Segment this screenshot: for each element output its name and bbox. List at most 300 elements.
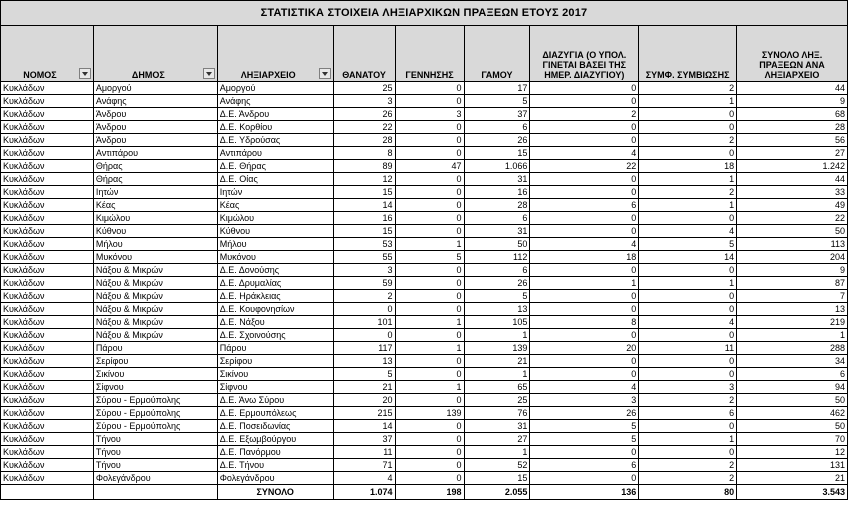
- cell-lixiarxeio[interactable]: Δ.Ε. Σχοινούσης: [217, 329, 333, 342]
- cell-lixiarxeio[interactable]: Δ.Ε. Κουφονησίων: [217, 303, 333, 316]
- filter-dropdown-dimos[interactable]: [203, 68, 215, 79]
- cell-synolo[interactable]: 21: [737, 472, 848, 485]
- cell-dimos[interactable]: Πάρου: [93, 342, 217, 355]
- cell-gennisis[interactable]: 0: [395, 303, 464, 316]
- cell-nomos[interactable]: Κυκλάδων: [1, 186, 94, 199]
- cell-symfono[interactable]: 0: [639, 121, 737, 134]
- table-row: [1, 316, 848, 329]
- cell-dimos[interactable]: Κέας: [93, 199, 217, 212]
- cell-lixiarxeio[interactable]: Δ.Ε. Εξωμβούργου: [217, 433, 333, 446]
- cell-gamou[interactable]: 26: [464, 277, 530, 290]
- cell-synolo[interactable]: 70: [737, 433, 848, 446]
- table-row: [1, 381, 848, 394]
- cell-lixiarxeio[interactable]: Δ.Ε. Πανόρμου: [217, 446, 333, 459]
- cell-symfono[interactable]: 11: [639, 342, 737, 355]
- cell-thanatou[interactable]: 2: [333, 290, 395, 303]
- cell-dimos[interactable]: Άνδρου: [93, 108, 217, 121]
- cell-gamou[interactable]: 65: [464, 381, 530, 394]
- cell-gamou[interactable]: 76: [464, 407, 530, 420]
- cell-gamou[interactable]: 5: [464, 290, 530, 303]
- cell-symfono[interactable]: 0: [639, 355, 737, 368]
- total-gamou[interactable]: 2.055: [464, 485, 530, 500]
- cell-gamou[interactable]: 17: [464, 82, 530, 95]
- cell-symfono[interactable]: 0: [639, 212, 737, 225]
- cell-thanatou[interactable]: 3: [333, 264, 395, 277]
- cell-gamou[interactable]: 1.066: [464, 160, 530, 173]
- header-lixiarxeio: [217, 26, 333, 82]
- cell-dimos[interactable]: Μυκόνου: [93, 251, 217, 264]
- cell-lixiarxeio[interactable]: Δ.Ε. Υδρούσας: [217, 134, 333, 147]
- cell-gamou[interactable]: 105: [464, 316, 530, 329]
- cell-dimos[interactable]: Κιμώλου: [93, 212, 217, 225]
- cell-gennisis[interactable]: 0: [395, 394, 464, 407]
- cell-lixiarxeio[interactable]: Αμοργού: [217, 82, 333, 95]
- cell-symfono[interactable]: 2: [639, 394, 737, 407]
- cell-symfono[interactable]: 1: [639, 277, 737, 290]
- cell-dimos[interactable]: Σίφνου: [93, 381, 217, 394]
- cell-gamou[interactable]: 16: [464, 186, 530, 199]
- header-label: ΔΗΜΟΣ: [131, 70, 165, 80]
- cell-thanatou[interactable]: 71: [333, 459, 395, 472]
- cell-lixiarxeio[interactable]: Σερίφου: [217, 355, 333, 368]
- cell-dimos[interactable]: Νάξου & Μικρών: [93, 329, 217, 342]
- cell-diazygia[interactable]: 0: [530, 82, 639, 95]
- total-synolo[interactable]: 3.543: [737, 485, 848, 500]
- cell-nomos[interactable]: Κυκλάδων: [1, 368, 94, 381]
- cell-nomos[interactable]: Κυκλάδων: [1, 108, 94, 121]
- cell-gamou[interactable]: 139: [464, 342, 530, 355]
- cell-nomos[interactable]: Κυκλάδων: [1, 212, 94, 225]
- cell-dimos[interactable]: Αντιπάρου: [93, 147, 217, 160]
- cell-nomos[interactable]: Κυκλάδων: [1, 277, 94, 290]
- cell-gennisis[interactable]: 0: [395, 134, 464, 147]
- cell-thanatou[interactable]: 28: [333, 134, 395, 147]
- cell-lixiarxeio[interactable]: Δ.Ε. Άνδρου: [217, 108, 333, 121]
- cell-synolo[interactable]: 68: [737, 108, 848, 121]
- header-symfono: ΣΥΜΦ. ΣΥΜΒΙΩΣΗΣ: [639, 26, 737, 82]
- cell-diazygia[interactable]: 0: [530, 134, 639, 147]
- cell-diazygia[interactable]: 26: [530, 407, 639, 420]
- cell-gennisis[interactable]: 1: [395, 238, 464, 251]
- cell-symfono[interactable]: 0: [639, 329, 737, 342]
- total-diazygia[interactable]: 136: [530, 485, 639, 500]
- cell-gamou[interactable]: 1: [464, 446, 530, 459]
- cell-dimos[interactable]: Τήνου: [93, 433, 217, 446]
- cell-symfono[interactable]: 6: [639, 407, 737, 420]
- cell-dimos[interactable]: Σύρου - Ερμούπολης: [93, 420, 217, 433]
- cell-symfono[interactable]: 5: [639, 238, 737, 251]
- cell-thanatou[interactable]: 5: [333, 368, 395, 381]
- cell-symfono[interactable]: 1: [639, 199, 737, 212]
- table-row: [1, 407, 848, 420]
- cell-diazygia[interactable]: 0: [530, 472, 639, 485]
- cell-lixiarxeio[interactable]: Σίφνου: [217, 381, 333, 394]
- cell-thanatou[interactable]: 12: [333, 173, 395, 186]
- cell-diazygia[interactable]: 0: [530, 186, 639, 199]
- cell-thanatou[interactable]: 22: [333, 121, 395, 134]
- cell-gamou[interactable]: 112: [464, 251, 530, 264]
- cell-symfono[interactable]: 0: [639, 368, 737, 381]
- cell-synolo[interactable]: 1: [737, 329, 848, 342]
- cell-gennisis[interactable]: 0: [395, 173, 464, 186]
- cell-dimos[interactable]: Θήρας: [93, 160, 217, 173]
- cell-synolo[interactable]: 49: [737, 199, 848, 212]
- cell-lixiarxeio[interactable]: Δ.Ε. Δονούσης: [217, 264, 333, 277]
- cell-gamou[interactable]: 1: [464, 329, 530, 342]
- cell-synolo[interactable]: 56: [737, 134, 848, 147]
- cell-nomos[interactable]: Κυκλάδων: [1, 290, 94, 303]
- cell-thanatou[interactable]: 25: [333, 82, 395, 95]
- cell-synolo[interactable]: 34: [737, 355, 848, 368]
- cell-dimos[interactable]: Μήλου: [93, 238, 217, 251]
- cell-symfono[interactable]: 0: [639, 108, 737, 121]
- cell-thanatou[interactable]: 101: [333, 316, 395, 329]
- cell-gennisis[interactable]: 0: [395, 212, 464, 225]
- cell-diazygia[interactable]: 6: [530, 459, 639, 472]
- cell-synolo[interactable]: 94: [737, 381, 848, 394]
- cell-nomos[interactable]: Κυκλάδων: [1, 173, 94, 186]
- total-empty-cell[interactable]: [93, 485, 217, 500]
- cell-diazygia[interactable]: 4: [530, 381, 639, 394]
- cell-synolo[interactable]: 9: [737, 95, 848, 108]
- cell-thanatou[interactable]: 89: [333, 160, 395, 173]
- cell-lixiarxeio[interactable]: Μυκόνου: [217, 251, 333, 264]
- cell-symfono[interactable]: 2: [639, 82, 737, 95]
- cell-diazygia[interactable]: 6: [530, 199, 639, 212]
- cell-lixiarxeio[interactable]: Δ.Ε. Ερμουπόλεως: [217, 407, 333, 420]
- cell-gennisis[interactable]: 0: [395, 147, 464, 160]
- cell-symfono[interactable]: 0: [639, 290, 737, 303]
- cell-dimos[interactable]: Φολεγάνδρου: [93, 472, 217, 485]
- cell-diazygia[interactable]: 4: [530, 238, 639, 251]
- cell-dimos[interactable]: Τήνου: [93, 459, 217, 472]
- cell-dimos[interactable]: Νάξου & Μικρών: [93, 264, 217, 277]
- cell-diazygia[interactable]: 0: [530, 225, 639, 238]
- cell-lixiarxeio[interactable]: Ιητών: [217, 186, 333, 199]
- filter-dropdown-lixiarxeio[interactable]: [319, 68, 331, 79]
- table-row: [1, 329, 848, 342]
- cell-nomos[interactable]: Κυκλάδων: [1, 420, 94, 433]
- cell-synolo[interactable]: 462: [737, 407, 848, 420]
- cell-gamou[interactable]: 5: [464, 95, 530, 108]
- cell-thanatou[interactable]: 4: [333, 472, 395, 485]
- cell-synolo[interactable]: 204: [737, 251, 848, 264]
- cell-lixiarxeio[interactable]: Ανάφης: [217, 95, 333, 108]
- cell-symfono[interactable]: 2: [639, 472, 737, 485]
- cell-thanatou[interactable]: 117: [333, 342, 395, 355]
- cell-nomos[interactable]: Κυκλάδων: [1, 303, 94, 316]
- cell-dimos[interactable]: Κύθνου: [93, 225, 217, 238]
- cell-synolo[interactable]: 7: [737, 290, 848, 303]
- cell-dimos[interactable]: Σύρου - Ερμούπολης: [93, 394, 217, 407]
- cell-dimos[interactable]: Σύρου - Ερμούπολης: [93, 407, 217, 420]
- table-row: [1, 394, 848, 407]
- cell-gennisis[interactable]: 0: [395, 121, 464, 134]
- cell-gamou[interactable]: 6: [464, 121, 530, 134]
- cell-thanatou[interactable]: 14: [333, 420, 395, 433]
- cell-gamou[interactable]: 15: [464, 147, 530, 160]
- cell-dimos[interactable]: Άνδρου: [93, 121, 217, 134]
- cell-gamou[interactable]: 27: [464, 433, 530, 446]
- cell-gamou[interactable]: 6: [464, 212, 530, 225]
- cell-gennisis[interactable]: 1: [395, 342, 464, 355]
- cell-dimos[interactable]: Σικίνου: [93, 368, 217, 381]
- cell-dimos[interactable]: Ανάφης: [93, 95, 217, 108]
- cell-diazygia[interactable]: 5: [530, 420, 639, 433]
- cell-symfono[interactable]: 2: [639, 134, 737, 147]
- cell-lixiarxeio[interactable]: Κιμώλου: [217, 212, 333, 225]
- total-empty-cell[interactable]: [1, 485, 94, 500]
- cell-nomos[interactable]: Κυκλάδων: [1, 472, 94, 485]
- cell-thanatou[interactable]: 55: [333, 251, 395, 264]
- cell-diazygia[interactable]: 22: [530, 160, 639, 173]
- cell-synolo[interactable]: 13: [737, 303, 848, 316]
- cell-nomos[interactable]: Κυκλάδων: [1, 134, 94, 147]
- cell-nomos[interactable]: Κυκλάδων: [1, 433, 94, 446]
- cell-gamou[interactable]: 26: [464, 134, 530, 147]
- cell-thanatou[interactable]: 3: [333, 95, 395, 108]
- cell-nomos[interactable]: Κυκλάδων: [1, 381, 94, 394]
- cell-symfono[interactable]: 0: [639, 420, 737, 433]
- cell-lixiarxeio[interactable]: Δ.Ε. Νάξου: [217, 316, 333, 329]
- cell-symfono[interactable]: 14: [639, 251, 737, 264]
- cell-synolo[interactable]: 44: [737, 82, 848, 95]
- cell-gennisis[interactable]: 0: [395, 368, 464, 381]
- cell-thanatou[interactable]: 26: [333, 108, 395, 121]
- cell-diazygia[interactable]: 0: [530, 368, 639, 381]
- cell-diazygia[interactable]: 0: [530, 264, 639, 277]
- cell-gamou[interactable]: 28: [464, 199, 530, 212]
- cell-gamou[interactable]: 31: [464, 420, 530, 433]
- cell-lixiarxeio[interactable]: Δ.Ε. Δρυμαλίας: [217, 277, 333, 290]
- cell-dimos[interactable]: Τήνου: [93, 446, 217, 459]
- cell-synolo[interactable]: 288: [737, 342, 848, 355]
- cell-lixiarxeio[interactable]: Δ.Ε. Ηράκλειας: [217, 290, 333, 303]
- cell-nomos[interactable]: Κυκλάδων: [1, 160, 94, 173]
- cell-synolo[interactable]: 131: [737, 459, 848, 472]
- cell-gennisis[interactable]: 139: [395, 407, 464, 420]
- cell-synolo[interactable]: 50: [737, 420, 848, 433]
- cell-lixiarxeio[interactable]: Φολεγάνδρου: [217, 472, 333, 485]
- cell-lixiarxeio[interactable]: Κέας: [217, 199, 333, 212]
- cell-gamou[interactable]: 13: [464, 303, 530, 316]
- cell-thanatou[interactable]: 13: [333, 355, 395, 368]
- cell-diazygia[interactable]: 0: [530, 121, 639, 134]
- cell-symfono[interactable]: 0: [639, 303, 737, 316]
- cell-gamou[interactable]: 1: [464, 368, 530, 381]
- cell-gennisis[interactable]: 0: [395, 277, 464, 290]
- cell-thanatou[interactable]: 20: [333, 394, 395, 407]
- cell-synolo[interactable]: 1.242: [737, 160, 848, 173]
- cell-symfono[interactable]: 1: [639, 433, 737, 446]
- cell-nomos[interactable]: Κυκλάδων: [1, 147, 94, 160]
- cell-gennisis[interactable]: 0: [395, 472, 464, 485]
- cell-gennisis[interactable]: 1: [395, 316, 464, 329]
- cell-synolo[interactable]: 219: [737, 316, 848, 329]
- cell-gamou[interactable]: 21: [464, 355, 530, 368]
- cell-symfono[interactable]: 0: [639, 264, 737, 277]
- filter-dropdown-nomos[interactable]: [79, 68, 91, 79]
- cell-lixiarxeio[interactable]: Δ.Ε. Ποσειδωνίας: [217, 420, 333, 433]
- cell-diazygia[interactable]: 3: [530, 394, 639, 407]
- cell-thanatou[interactable]: 215: [333, 407, 395, 420]
- cell-gennisis[interactable]: 0: [395, 420, 464, 433]
- cell-nomos[interactable]: Κυκλάδων: [1, 121, 94, 134]
- cell-thanatou[interactable]: 21: [333, 381, 395, 394]
- cell-gamou[interactable]: 31: [464, 225, 530, 238]
- cell-nomos[interactable]: Κυκλάδων: [1, 459, 94, 472]
- cell-thanatou[interactable]: 11: [333, 446, 395, 459]
- cell-gennisis[interactable]: 47: [395, 160, 464, 173]
- cell-gennisis[interactable]: 0: [395, 290, 464, 303]
- cell-thanatou[interactable]: 0: [333, 329, 395, 342]
- cell-gennisis[interactable]: 5: [395, 251, 464, 264]
- cell-dimos[interactable]: Ιητών: [93, 186, 217, 199]
- cell-synolo[interactable]: 28: [737, 121, 848, 134]
- cell-symfono[interactable]: 3: [639, 381, 737, 394]
- cell-gennisis[interactable]: 0: [395, 82, 464, 95]
- cell-lixiarxeio[interactable]: Δ.Ε. Άνω Σύρου: [217, 394, 333, 407]
- cell-diazygia[interactable]: 0: [530, 355, 639, 368]
- cell-gennisis[interactable]: 0: [395, 459, 464, 472]
- cell-lixiarxeio[interactable]: Δ.Ε. Θήρας: [217, 160, 333, 173]
- cell-lixiarxeio[interactable]: Κύθνου: [217, 225, 333, 238]
- cell-symfono[interactable]: 1: [639, 173, 737, 186]
- cell-dimos[interactable]: Νάξου & Μικρών: [93, 290, 217, 303]
- cell-gamou[interactable]: 50: [464, 238, 530, 251]
- cell-nomos[interactable]: Κυκλάδων: [1, 407, 94, 420]
- cell-gennisis[interactable]: 3: [395, 108, 464, 121]
- cell-lixiarxeio[interactable]: Μήλου: [217, 238, 333, 251]
- table-row: [1, 147, 848, 160]
- cell-dimos[interactable]: Θήρας: [93, 173, 217, 186]
- total-thanatou[interactable]: 1.074: [333, 485, 395, 500]
- cell-nomos[interactable]: Κυκλάδων: [1, 329, 94, 342]
- cell-gennisis[interactable]: 0: [395, 329, 464, 342]
- cell-gennisis[interactable]: 0: [395, 433, 464, 446]
- cell-diazygia[interactable]: 0: [530, 303, 639, 316]
- cell-nomos[interactable]: Κυκλάδων: [1, 238, 94, 251]
- cell-lixiarxeio[interactable]: Πάρου: [217, 342, 333, 355]
- cell-nomos[interactable]: Κυκλάδων: [1, 225, 94, 238]
- cell-dimos[interactable]: Αμοργού: [93, 82, 217, 95]
- cell-symfono[interactable]: 4: [639, 225, 737, 238]
- cell-nomos[interactable]: Κυκλάδων: [1, 251, 94, 264]
- cell-dimos[interactable]: Νάξου & Μικρών: [93, 303, 217, 316]
- cell-dimos[interactable]: Άνδρου: [93, 134, 217, 147]
- cell-gamou[interactable]: 52: [464, 459, 530, 472]
- cell-diazygia[interactable]: 4: [530, 147, 639, 160]
- cell-nomos[interactable]: Κυκλάδων: [1, 355, 94, 368]
- table-row: [1, 459, 848, 472]
- cell-gamou[interactable]: 37: [464, 108, 530, 121]
- cell-diazygia[interactable]: 1: [530, 277, 639, 290]
- cell-dimos[interactable]: Νάξου & Μικρών: [93, 277, 217, 290]
- cell-lixiarxeio[interactable]: Δ.Ε. Τήνου: [217, 459, 333, 472]
- cell-nomos[interactable]: Κυκλάδων: [1, 95, 94, 108]
- cell-diazygia[interactable]: 0: [530, 212, 639, 225]
- cell-lixiarxeio[interactable]: Σικίνου: [217, 368, 333, 381]
- cell-thanatou[interactable]: 15: [333, 225, 395, 238]
- cell-nomos[interactable]: Κυκλάδων: [1, 446, 94, 459]
- cell-gamou[interactable]: 15: [464, 472, 530, 485]
- cell-thanatou[interactable]: 16: [333, 212, 395, 225]
- cell-diazygia[interactable]: 2: [530, 108, 639, 121]
- cell-thanatou[interactable]: 15: [333, 186, 395, 199]
- cell-gamou[interactable]: 31: [464, 173, 530, 186]
- cell-synolo[interactable]: 22: [737, 212, 848, 225]
- cell-diazygia[interactable]: 0: [530, 173, 639, 186]
- cell-symfono[interactable]: 0: [639, 446, 737, 459]
- cell-thanatou[interactable]: 59: [333, 277, 395, 290]
- cell-diazygia[interactable]: 0: [530, 95, 639, 108]
- cell-gennisis[interactable]: 0: [395, 264, 464, 277]
- cell-gennisis[interactable]: 0: [395, 355, 464, 368]
- cell-gennisis[interactable]: 0: [395, 95, 464, 108]
- cell-gamou[interactable]: 25: [464, 394, 530, 407]
- cell-symfono[interactable]: 18: [639, 160, 737, 173]
- total-gennisis[interactable]: 198: [395, 485, 464, 500]
- total-symfono[interactable]: 80: [639, 485, 737, 500]
- cell-synolo[interactable]: 87: [737, 277, 848, 290]
- cell-lixiarxeio[interactable]: Δ.Ε. Οίας: [217, 173, 333, 186]
- cell-gamou[interactable]: 6: [464, 264, 530, 277]
- cell-symfono[interactable]: 0: [639, 147, 737, 160]
- cell-diazygia[interactable]: 20: [530, 342, 639, 355]
- cell-symfono[interactable]: 2: [639, 459, 737, 472]
- cell-symfono[interactable]: 1: [639, 95, 737, 108]
- cell-nomos[interactable]: Κυκλάδων: [1, 82, 94, 95]
- cell-gennisis[interactable]: 0: [395, 225, 464, 238]
- cell-synolo[interactable]: 9: [737, 264, 848, 277]
- cell-diazygia[interactable]: 0: [530, 329, 639, 342]
- cell-diazygia[interactable]: 8: [530, 316, 639, 329]
- cell-lixiarxeio[interactable]: Δ.Ε. Κορθίου: [217, 121, 333, 134]
- cell-symfono[interactable]: 4: [639, 316, 737, 329]
- cell-dimos[interactable]: Νάξου & Μικρών: [93, 316, 217, 329]
- cell-nomos[interactable]: Κυκλάδων: [1, 264, 94, 277]
- cell-nomos[interactable]: Κυκλάδων: [1, 342, 94, 355]
- cell-symfono[interactable]: 2: [639, 186, 737, 199]
- cell-diazygia[interactable]: 0: [530, 290, 639, 303]
- cell-thanatou[interactable]: 0: [333, 303, 395, 316]
- cell-diazygia[interactable]: 0: [530, 446, 639, 459]
- cell-synolo[interactable]: 12: [737, 446, 848, 459]
- cell-synolo[interactable]: 33: [737, 186, 848, 199]
- cell-thanatou[interactable]: 14: [333, 199, 395, 212]
- cell-dimos[interactable]: Σερίφου: [93, 355, 217, 368]
- cell-gennisis[interactable]: 0: [395, 446, 464, 459]
- cell-diazygia[interactable]: 18: [530, 251, 639, 264]
- cell-gennisis[interactable]: 0: [395, 186, 464, 199]
- cell-synolo[interactable]: 27: [737, 147, 848, 160]
- cell-diazygia[interactable]: 5: [530, 433, 639, 446]
- cell-synolo[interactable]: 50: [737, 394, 848, 407]
- cell-thanatou[interactable]: 8: [333, 147, 395, 160]
- cell-nomos[interactable]: Κυκλάδων: [1, 394, 94, 407]
- cell-nomos[interactable]: Κυκλάδων: [1, 316, 94, 329]
- cell-thanatou[interactable]: 53: [333, 238, 395, 251]
- cell-lixiarxeio[interactable]: Αντιπάρου: [217, 147, 333, 160]
- cell-synolo[interactable]: 113: [737, 238, 848, 251]
- cell-synolo[interactable]: 50: [737, 225, 848, 238]
- cell-synolo[interactable]: 44: [737, 173, 848, 186]
- cell-gennisis[interactable]: 1: [395, 381, 464, 394]
- cell-gennisis[interactable]: 0: [395, 199, 464, 212]
- cell-nomos[interactable]: Κυκλάδων: [1, 199, 94, 212]
- cell-synolo[interactable]: 6: [737, 368, 848, 381]
- cell-thanatou[interactable]: 37: [333, 433, 395, 446]
